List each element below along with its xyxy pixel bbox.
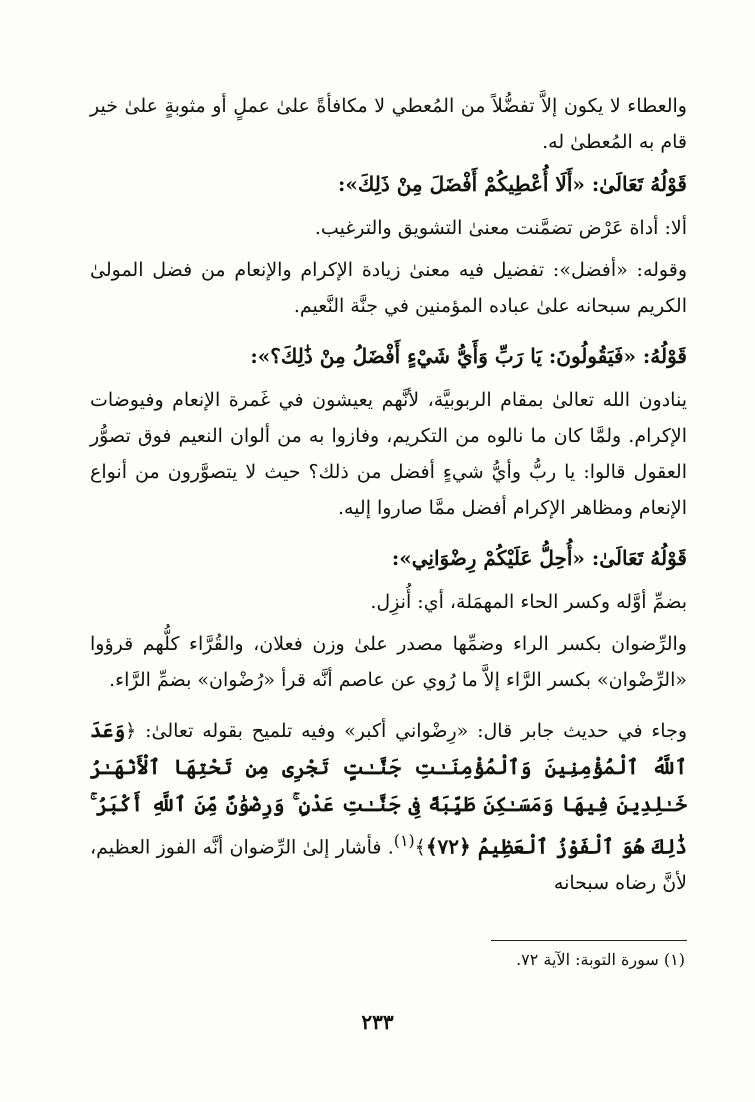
heading-suffix: »:	[338, 172, 358, 196]
hadith-tail: . فأشار إلىٰ الرِّضوان أنَّه الفوز العظيم، لأنَّ رضاه سبحانه	[90, 836, 687, 895]
heading-verse: أُحِلُّ عَلَيْكُمْ رِضْوَانِي	[411, 546, 573, 570]
heading-quote-2	[90, 338, 687, 374]
heading-prefix: قَوْلُهُ تَعَالَىٰ: «	[572, 172, 687, 196]
paragraph-giving: والعطاء لا يكون إلاَّ تفضُّلاً من المُعطي لا مكافأةً علىٰ عملٍ أو مثوبةٍ علىٰ خير قام به المُعطىٰ له.	[90, 95, 687, 153]
paragraph-unzil: بضمِّ أوَّله وكسر الحاء المهمَلة، أي: أُنزِل.	[370, 591, 687, 613]
heading-verse: أَلَا أُعْطِيكُمْ أَفْضَلَ مِنْ ذَلِكَ	[357, 172, 573, 196]
heading-suffix: »:	[250, 344, 271, 368]
paragraph-ridwan: والرِّضوان بكسر الراء وضمِّها مصدر علىٰ وزن فعلان، والقُرَّاء كلُّهم قرؤوا «الرِّضْوان» بكسر الرَّاء إلاَّ ما رُوي عن عاصم أنَّه قرأ «رُضْوان» بضمِّ الرَّاء.	[90, 633, 687, 691]
heading-verse: فَيَقُولُونَ: يَا رَبِّ وَأَيُّ شَيْءٍ أَفْضَلُ مِنْ ذَٰلِكَ؟	[270, 344, 624, 368]
quran-verse: وَعَدَ ٱللَّهُ ٱلْمُؤْمِنِينَ وَٱلْمُؤْمِنَـٰتِ جَنَّـٰتٍ تَجْرِى مِن تَحْتِهَا ٱلْأَنْهَـٰرُ خَـٰلِدِينَ فِيهَا وَمَسَـٰكِنَ طَيِّبَةً فِى جَنَّـٰتِ عَدْنٍ ۚ وَرِضْوَٰنٌ مِّنَ ٱللَّهِ أَكْبَرُ ۚ ذَٰلِكَ هُوَ ٱلْفَوْزُ ٱلْعَظِيمُ ﴿٧٢﴾	[90, 718, 687, 859]
paragraph-hadith-jabir	[90, 712, 687, 901]
heading-quote-3	[90, 540, 687, 576]
heading-prefix: قَوْلُهُ تَعَالَىٰ: «	[572, 546, 687, 570]
hadith-lead: وجاء في حديث جابر قال: «رِضْواني أكبر» وفيه تلميح بقوله تعالىٰ: ﴿	[125, 720, 687, 742]
paragraph-call-lord: ينادون الله تعالىٰ بمقام الربوبيَّة، لأنَّهم يعيشون في غَمرة الإنعام وفيوضات الإكرام. ولمَّا كان ما نالوه من التكريم، وفازوا به من ألوان النعيم فوق تصوُّر العقول قالوا: يا ربُّ وأيُّ شيءٍ أفضل من ذلك؟ حيث لا يتصوَّرون من أنواع الإنعام ومظاهر الإكرام أفضل ممَّا صاروا إليه.	[90, 389, 687, 519]
heading-quote-1	[90, 166, 687, 202]
footnote: (١) سورة التوبة: الآية ٧٢.	[516, 950, 685, 969]
paragraph-afdal: وقوله: «أفضل»: تفضيل فيه معنىٰ زيادة الإكرام والإنعام من فضل المولىٰ الكريم سبحانه علىٰ عباده المؤمنين في جنَّة النَّعيم.	[90, 259, 687, 317]
footnote-ref: (١)	[393, 831, 415, 850]
page-number: ٢٣٣	[361, 1010, 394, 1034]
heading-suffix: »:	[391, 546, 412, 570]
heading-prefix: قَوْلُهُ: «	[623, 344, 687, 368]
quran-close-bracket: ﴾	[414, 836, 426, 859]
footnote-divider	[491, 940, 687, 941]
paragraph-ala: ألا: أداة عَرْض تضمَّنت معنىٰ التشويق والترغيب.	[314, 217, 687, 239]
